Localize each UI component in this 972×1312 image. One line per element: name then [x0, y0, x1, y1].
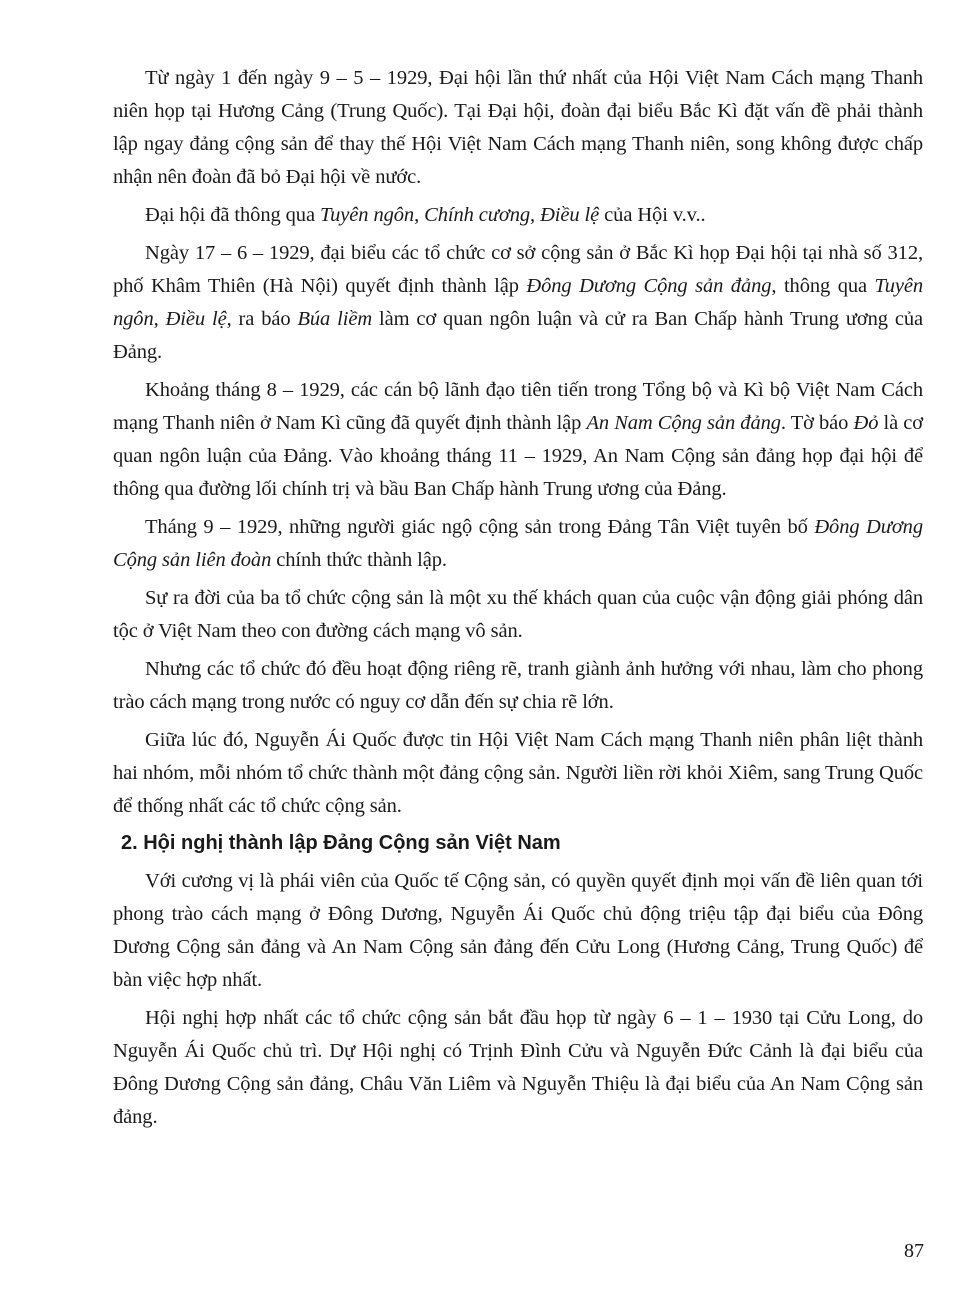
text-run: , ra báo	[226, 308, 298, 330]
page-body	[113, 62, 923, 1139]
paragraphs-before-heading	[113, 62, 923, 823]
paragraph-p2	[113, 199, 923, 232]
paragraph-p5	[113, 511, 923, 577]
text-run: Với cương vị là phái viên của Quốc tế Cộng sản, có quyền quyết định mọi vấn đề liên quan tới phong trào cách mạng ở Đông Dương, Nguyễn Ái Quốc chủ động triệu tập đại biểu của Đông Dương Cộng sản đảng và An Nam Cộng sản đảng đến Cửu Long (Hương Cảng, Trung Quốc) để bàn việc hợp nhất.	[113, 870, 923, 991]
italic-term: Đông Dương Cộng sản liên đoàn	[113, 516, 923, 571]
text-run: chính thức thành lập.	[271, 549, 447, 571]
italic-term: Tuyên ngôn	[319, 204, 415, 226]
text-run: Khoảng tháng 8 – 1929, các cán bộ lãnh đạo tiên tiến trong Tổng bộ và Kì bộ Việt Nam Cách mạng Thanh niên ở Nam Kì cũng đã quyết định thành lập	[113, 379, 923, 434]
paragraph-p8	[113, 724, 923, 823]
italic-term: Đông Dương Cộng sản đảng	[526, 275, 772, 297]
italic-term: An Nam Cộng sản đảng	[586, 412, 781, 434]
text-run: . Tờ báo	[780, 412, 854, 434]
italic-term: Đỏ	[853, 412, 879, 434]
paragraph-p4	[113, 374, 923, 506]
italic-term: Điều lệ	[165, 308, 227, 330]
text-run: Tháng 9 – 1929, những người giác ngộ cộng sản trong Đảng Tân Việt tuyên bố	[145, 516, 815, 538]
paragraph-p6	[113, 582, 923, 648]
text-run: Nhưng các tổ chức đó đều hoạt động riêng rẽ, tranh giành ảnh hưởng với nhau, làm cho phong trào cách mạng trong nước có nguy cơ dẫn đến sự chia rẽ lớn.	[113, 658, 923, 713]
text-run: của Hội v.v..	[599, 204, 706, 226]
italic-term: Tuyên ngôn	[113, 275, 923, 330]
text-run: làm cơ quan ngôn luận và cử ra Ban Chấp hành Trung ương của Đảng.	[113, 308, 923, 363]
text-run: Sự ra đời của ba tổ chức cộng sản là một xu thế khách quan của cuộc vận động giải phóng dân tộc ở Việt Nam theo con đường cách mạng vô sản.	[113, 587, 923, 642]
text-run: , thông qua	[771, 275, 875, 297]
text-run: ,	[530, 204, 541, 226]
text-run: ,	[153, 308, 166, 330]
paragraph-p3	[113, 237, 923, 369]
paragraph-p7	[113, 653, 923, 719]
section-heading: 2. Hội nghị thành lập Đảng Cộng sản Việt Nam	[121, 832, 561, 854]
text-run: Ngày 17 – 6 – 1929, đại biểu các tổ chức cơ sở cộng sản ở Bắc Kì họp Đại hội tại nhà số 312, phố Khâm Thiên (Hà Nội) quyết định thành lập	[113, 242, 923, 297]
text-run: Giữa lúc đó, Nguyễn Ái Quốc được tin Hội Việt Nam Cách mạng Thanh niên phân liệt thành hai nhóm, mỗi nhóm tổ chức thành một đảng cộng sản. Người liền rời khỏi Xiêm, sang Trung Quốc để thống nhất các tổ chức cộng sản.	[113, 729, 923, 817]
page-number: 87	[904, 1240, 924, 1262]
text-run: Hội nghị hợp nhất các tổ chức cộng sản bắt đầu họp từ ngày 6 – 1 – 1930 tại Cửu Long, do Nguyễn Ái Quốc chủ trì. Dự Hội nghị có Trịnh Đình Cửu và Nguyễn Đức Cảnh là đại biểu của Đông Dương Cộng sản đảng, Châu Văn Liêm và Nguyễn Thiệu là đại biểu của An Nam Cộng sản đảng.	[113, 1007, 923, 1128]
text-run: là cơ quan ngôn luận của Đảng. Vào khoảng tháng 11 – 1929, An Nam Cộng sản đảng họp đại hội để thông qua đường lối chính trị và bầu Ban Chấp hành Trung ương của Đảng.	[113, 412, 924, 500]
italic-term: Chính cương	[424, 204, 530, 226]
text-run: Đại hội đã thông qua	[145, 204, 320, 226]
paragraph-p9	[113, 865, 923, 997]
paragraph-p1	[113, 62, 923, 194]
italic-term: Điều lệ	[540, 204, 600, 226]
text-run: Từ ngày 1 đến ngày 9 – 5 – 1929, Đại hội lần thứ nhất của Hội Việt Nam Cách mạng Thanh niên họp tại Hương Cảng (Trung Quốc). Tại Đại hội, đoàn đại biểu Bắc Kì đặt vấn đề phải thành lập ngay đảng cộng sản để thay thế Hội Việt Nam Cách mạng Thanh niên, song không được chấp nhận nên đoàn đã bỏ Đại hội về nước.	[113, 67, 923, 188]
paragraph-p10	[113, 1002, 923, 1134]
italic-term: Búa liềm	[297, 308, 373, 330]
paragraphs-after-heading	[113, 865, 923, 1134]
text-run: ,	[414, 204, 425, 226]
